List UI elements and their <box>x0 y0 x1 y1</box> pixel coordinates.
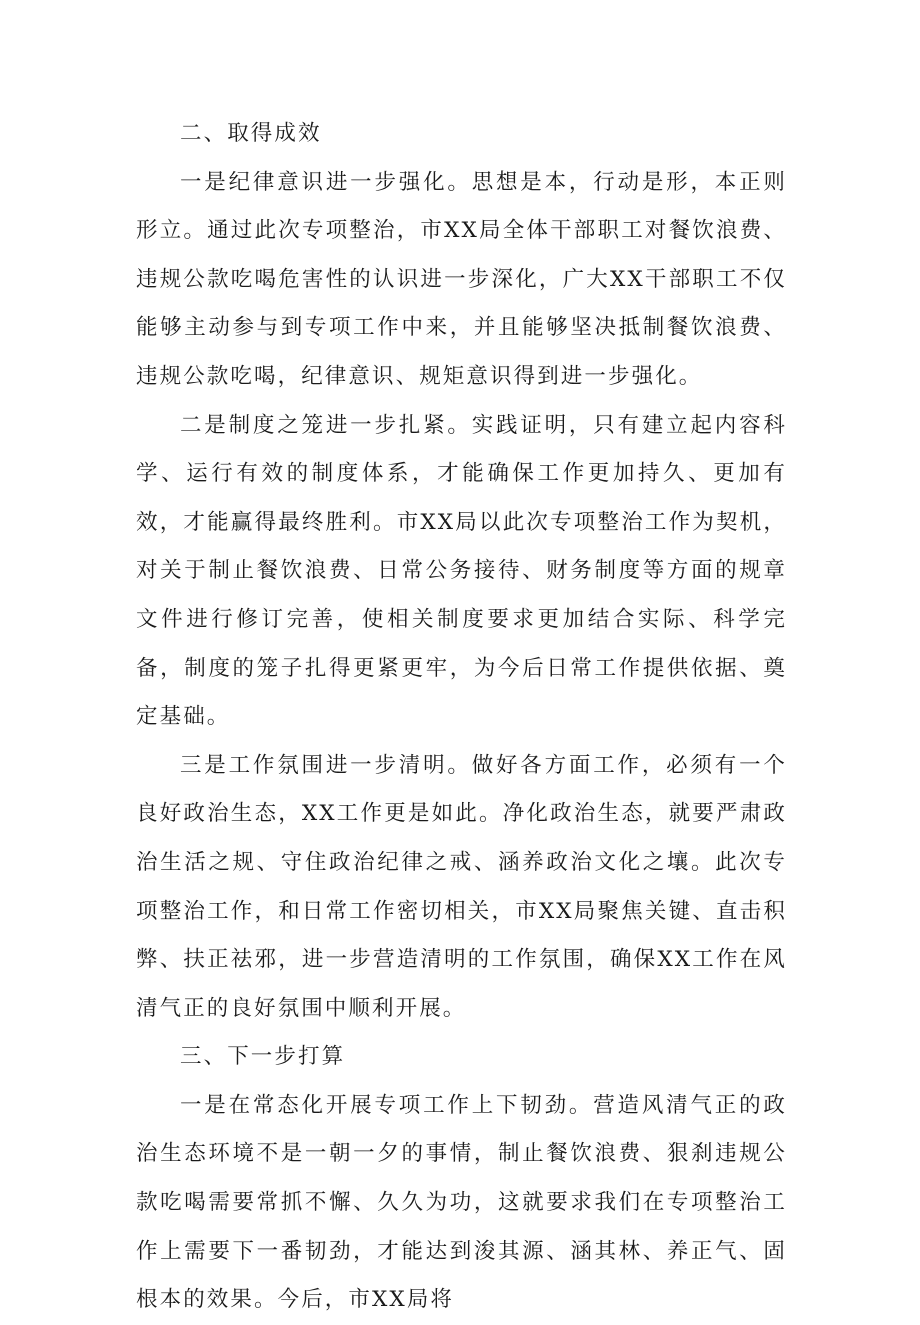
paragraph-work-atmosphere: 三是工作氛围进一步清明。做好各方面工作，必须有一个良好政治生态，XX工作更是如此。净化政治生态，就要严肃政治生活之规、守住政治纪律之戒、涵养政治文化之壤。此次专项整治工作，和日常工作密切相关，市XX局聚焦关键、直击积弊、扶正祛邪，进一步营造清明的工作氛围，确保XX工作在风清气正的良好氛围中顺利开展。 <box>136 752 787 1021</box>
paragraph-institutional-system: 二是制度之笼进一步扎紧。实践证明，只有建立起内容科学、运行有效的制度体系，才能确保工作更加持久、更加有效，才能赢得最终胜利。市XX局以此次专项整治工作为契机，对关于制止餐饮浪费、日常公务接待、财务制度等方面的规章文件进行修订完善，使相关制度要求更加结合实际、科学完备，制度的笼子扎得更紧更牢，为今后日常工作提供依据、奠定基础。 <box>136 412 787 730</box>
section-heading-next-steps: 三、下一步打算 <box>180 1044 346 1070</box>
section-heading-achievements: 二、取得成效 <box>180 121 322 146</box>
paragraph-normalized-work: 一是在常态化开展专项工作上下韧劲。营造风清气正的政治生态环境不是一朝一夕的事情，制止餐饮浪费、狠刹违规公款吃喝需要常抓不懈、久久为功，这就要求我们在专项整治工作上需要下一番韧劲，才能达到浚其源、涵其林、养正气、固根本的效果。今后，市XX局将 <box>136 1092 787 1313</box>
paragraph-discipline-awareness: 一是纪律意识进一步强化。思想是本，行动是形，本正则形立。通过此次专项整治，市XX局全体干部职工对餐饮浪费、违规公款吃喝危害性的认识进一步深化，广大XX干部职工不仅能够主动参与到专项工作中来，并且能够坚决抵制餐饮浪费、违规公款吃喝，纪律意识、规矩意识得到进一步强化。 <box>136 169 787 389</box>
